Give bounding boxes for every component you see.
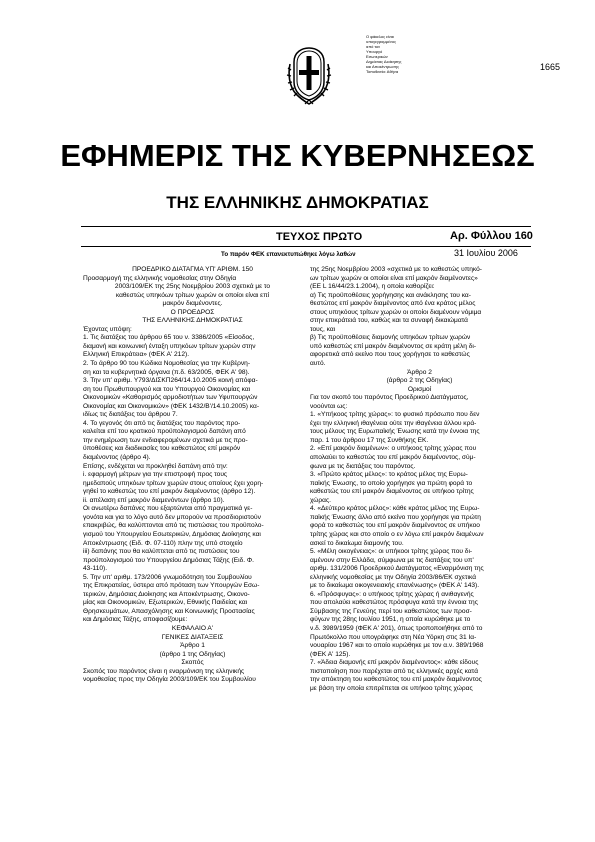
text-line: παϊκής Ένωσης, το οποίο χορήγησε για πρώτη φορά το — [310, 479, 473, 487]
text-line: ιδίως τις διατάξεις του άρθρου 7. — [83, 411, 178, 419]
text-line: Για τον σκοπό του παρόντος Προεδρικού Διατάγματος, — [310, 394, 469, 402]
text-line: Άρθρο 2 — [407, 368, 432, 376]
text-line: με βάση την οποία επιτρέπεται σε υπήκοο τρίτης χώρας — [310, 684, 473, 692]
gazette-subtitle: ΤΗΣ ΕΛΛΗΝΙΚΗΣ ΔΗΜΟΚΡΑΤΙΑΣ — [166, 193, 429, 212]
text-line: με το δικαίωμα οικογενειακής επανένωσης» (ΦΕΚ Α' 143). — [310, 582, 480, 590]
text-line: διαμένοντος (άρθρο 4). — [83, 454, 151, 462]
text-line: έχει την ελληνική ιθαγένεια ούτε την ιθαγένεια άλλου κρά- — [310, 419, 477, 427]
text-line: τερικών, Δημόσιας Διοίκησης και Αποκέντρωσης, Οικονο- — [83, 590, 250, 598]
text-line: iii) δαπάνης που θα καλύπτεται από τις πιστώσεις του — [83, 548, 240, 556]
text-line: γονότα και για το λόγο αυτό δεν μπορούν να προσδιοριστούν — [83, 513, 261, 521]
text-line: ασκεί το δικαίωμα διαμονής του. — [310, 539, 404, 547]
text-line: Αποκέντρωσης (Ειδ. Φ. 07-110) πλην της υπό στοιχείο — [83, 539, 243, 547]
text-line: την απόκτηση του καθεστώτος του επί μακρόν διαμένοντος — [310, 676, 482, 684]
issue-date: 31 Ιουλίου 2006 — [454, 248, 518, 258]
text-line: παϊκής Ένωσης άλλο από εκείνο που χορήγησε για πρώτη — [310, 513, 481, 521]
text-line: 2. Το άρθρο 90 του Κώδικα Νομοθεσίας για την Κυβέρνη- — [83, 360, 251, 368]
text-line: αμένουν στην Ελλάδα, σύμφωνα με τις διατάξεις του υπ' — [310, 556, 474, 564]
text-line: νομοθεσίας προς την Οδηγία 2003/109/ΕΚ του Συμβουλίου — [83, 676, 256, 684]
issue-label: ΤΕΥΧΟΣ ΠΡΩΤΟ — [276, 231, 363, 243]
text-line: προϋπολογισμού του Υπουργείου Δημόσιας Τάξης (Ειδ. Φ. — [83, 556, 254, 564]
sheet-number: Αρ. Φύλλου 160 — [450, 230, 533, 242]
text-line: 5. «Μέλη οικογένειας»: οι υπήκοοι τρίτης χώρας που δι- — [310, 548, 473, 556]
header-rule-bottom — [81, 246, 531, 247]
left-text-column — [83, 266, 302, 685]
page-number: 1665 — [540, 62, 561, 72]
seal-line: υπογεγραμμένος — [366, 39, 397, 44]
text-line: καθεστώς του επί μακρόν διαμένοντος σε υπήκοο τρίτης — [310, 488, 474, 496]
seal-line: Δημόσιας Διοίκησης — [366, 59, 402, 64]
text-line: ση του Πρωθυπουργού και του Υπουργού Οικονομίας και — [83, 385, 251, 393]
text-line: Έχοντας υπόψη: — [83, 325, 132, 333]
text-line: της Επικρατείας, ύστερα από πρόταση των Υπουργών Εσω- — [83, 582, 260, 590]
text-line: αυτό. — [310, 360, 326, 368]
text-line: Ελληνική Επικράτεια» (ΦΕΚ Α' 212). — [83, 351, 190, 359]
text-line: ii. απέλαση επί μακρόν διαμενόντων (άρθρο 10). — [83, 496, 225, 504]
text-line: 1. «Υπήκοος τρίτης χώρας»: το φυσικό πρόσωπο που δεν — [310, 411, 480, 419]
text-line: τους, και — [310, 325, 336, 333]
text-line: (ΕΕ L 16/44/23.1.2004), η οποία καθορίζει: — [310, 283, 435, 291]
text-line: παρ. 1 του άρθρου 17 της Συνθήκης ΕΚ. — [310, 436, 429, 444]
text-line: (ΦΕΚ Α' 125). — [310, 650, 351, 658]
text-line: Άρθρο 1 — [180, 642, 205, 650]
text-line: στην επικράτειά του, καθώς και τα συναφή δικαιώματά — [310, 317, 468, 325]
seal-line: Τοποθεσία: Αθήνα — [366, 69, 399, 74]
text-line: 4. «Δεύτερο κράτος μέλος»: κάθε κράτος μέλος της Ευρω- — [310, 505, 480, 513]
text-line: Προσαρμογή της ελληνικής νομοθεσίας στην Οδηγία — [83, 274, 237, 282]
reprint-note: Το παρόν ΦΕΚ επανεκτυπώθηκε λόγω λαθών — [221, 251, 356, 258]
text-line: χώρας. — [310, 496, 332, 504]
text-line: 3. «Πρώτο κράτος μέλος»: το κράτος μέλος της Ευρω- — [310, 471, 468, 479]
text-line: 2003/109/ΕΚ της 25ης Νοεμβρίου 2003 σχετικά με το — [114, 283, 271, 291]
text-line: Σκοπός — [181, 659, 204, 667]
text-line: Οικονομίας και Οικονομικών» (ΦΕΚ 1432/Β'/14.10.2005) κα- — [83, 402, 260, 410]
text-line: ΓΕΝΙΚΕΣ ΔΙΑΤΑΞΕΙΣ — [161, 633, 224, 641]
text-line: της 25ης Νοεμβρίου 2003 «σχετικά με το καθεστώς υπηκό- — [310, 266, 482, 273]
text-line: Πρωτόκολλο που υπογράφηκε στη Νέα Υόρκη στις 31 Ια- — [310, 633, 477, 641]
text-line: 7. «Άδεια διαμονής επί μακρόν διαμένοντος»: κάθε είδους — [310, 659, 479, 667]
text-line: απολαύει το καθεστώς του επί μακρόν διαμένοντος, σύμ- — [310, 454, 476, 462]
text-line: ημεδαπούς υπηκόων τρίτων χωρών στους οποίους έχει χορη- — [83, 479, 264, 487]
text-line: 2. «Επί μακρόν διαμένων»: ο υπήκοος τρίτης χώρας που — [310, 445, 477, 453]
text-line: τους μέλους της Ευρωπαϊκής Ένωσης κατά την έννοια της — [310, 428, 480, 436]
text-line: μακρόν διαμένοντες. — [162, 300, 223, 308]
gazette-title: ΕΦΗΜΕΡΙΣ ΤΗΣ ΚΥΒΕΡΝΗΣΕΩΣ — [60, 138, 535, 173]
text-line: β) Τις προϋποθέσεις διαμονής υπηκόων τρίτων χωρών — [310, 334, 471, 342]
text-line: i. εφαρμογή μέτρων για την επιστροφή προς τους — [83, 471, 228, 479]
seal-line: και Αποκέντρωσης — [366, 64, 400, 69]
text-line: ΠΡΟΕΔΡΙΚΟ ΔΙΑΤΑΓΜΑ ΥΠ' ΑΡΙΘΜ. 150 — [132, 266, 253, 273]
digital-signature-seal-text — [366, 34, 446, 74]
text-line: Σκοπός του παρόντος είναι η εναρμόνιση της ελληνικής — [83, 667, 245, 675]
right-text-column — [310, 266, 529, 693]
text-line: την ενημέρωση των ενδιαφερομένων σχετικά με τις προ- — [83, 436, 248, 444]
text-line: φορά το καθεστώς του επί μακρόν διαμένοντος σε υπήκοο — [310, 522, 480, 530]
text-line: και Δημόσιας Τάξης, αποφασίζουμε: — [83, 616, 188, 624]
text-line: διαμονή και κοινωνική ένταξη υπηκόων τρίτων χωρών στην — [83, 342, 256, 350]
text-line: μίας και Οικονομικών, Εξωτερικών, Εθνικής Παιδείας και — [83, 599, 248, 607]
text-line: 4. Το γεγονός ότι από τις διατάξεις του παρόντος προ- — [83, 419, 241, 427]
text-line: καλείται επί του κρατικού προϋπολογισμού δαπάνη από — [83, 428, 246, 436]
text-line: καθεστώς υπηκόων τρίτων χωρών οι οποίοι είναι επί — [115, 291, 270, 299]
text-line: αφορετικά από εκείνο που τους χορήγησε το καθεστώς — [310, 351, 470, 359]
text-line: 43-110). — [83, 565, 108, 573]
text-line: ελληνικής νομοθεσίας με την Οδηγία 2003/86/ΕΚ σχετικά — [310, 573, 477, 581]
text-line: (άρθρο 1 της Οδηγίας) — [159, 650, 226, 658]
text-line: αριθμ. 131/2006 Προεδρικού Διατάγματος «Εναρμόνιση της — [310, 565, 484, 573]
header-rule-top — [81, 226, 531, 227]
text-line: Οικονομικών «Καθορισμός αρμοδιοτήτων των Υφυπουργών — [83, 394, 258, 402]
hellenic-republic-coat-of-arms-icon — [286, 42, 332, 108]
text-line: 6. «Πρόσφυγας»: ο υπήκοος τρίτης χώρας ή ανιθαγενής — [310, 590, 474, 598]
text-line: Ο ΠΡΟΕΔΡΟΣ — [170, 308, 215, 316]
seal-line: Ο φάκελος είναι — [366, 34, 394, 39]
text-line: 5. Την υπ' αριθμ. 173/2006 γνωμοδότηση του Συμβουλίου — [83, 573, 252, 581]
text-line: θεστώτος επί μακρόν διαμένοντος από ένα κράτος μέλος — [310, 300, 476, 308]
text-line: Θρησκευμάτων, Απασχόλησης και Κοινωνικής Προστασίας — [83, 607, 255, 615]
text-line: πιστοποίηση που παρέχεται από τις ελληνικές αρχές κατά — [310, 667, 479, 675]
text-line: ν.δ. 3989/1959 (ΦΕΚ Α' 201), όπως τροποποιήθηκε από το — [310, 624, 483, 632]
text-line: γηθεί το καθεστώς του επί μακρόν διαμένοντος (άρθρο 12). — [83, 488, 256, 496]
text-line: νουαρίου 1967 και το οποίο κυρώθηκε με τον α.ν. 389/1968 — [310, 642, 484, 650]
text-line: α) Τις προϋποθέσεις χορήγησης και ανάκλησης του κα- — [310, 291, 471, 299]
text-line: 3. Την υπ' αριθμ. Υ793/ΔΙΣΚΠ264/14.10.2005 κοινή απόφα- — [83, 377, 258, 385]
text-line: γισμού του Υπουργείου Εσωτερικών, Δημόσιας Διοίκησης και — [83, 530, 261, 538]
seal-line: από τον — [366, 44, 381, 49]
text-line: ων τρίτων χωρών οι οποίοι είναι επί μακρόν διαμένοντες» — [310, 274, 478, 282]
seal-line: Υπουργό — [366, 49, 383, 54]
text-line: 1. Τις διατάξεις του άρθρου 65 του ν. 3386/2005 «Είσοδος, — [83, 334, 255, 342]
text-line: Σύμβασης της Γενεύης περί του καθεστώτος των προσ- — [310, 607, 472, 615]
text-line: νοούνται ως: — [310, 402, 348, 410]
text-line: (άρθρο 2 της Οδηγίας) — [386, 377, 453, 385]
text-line: φύγων της 28ης Ιουλίου 1951, η οποία κυρώθηκε με το — [310, 616, 471, 624]
text-line: ση και τα κυβερνητικά όργανα (π.δ. 63/2005, ΦΕΚ Α' 98). — [83, 368, 250, 376]
text-line: Οι ανωτέρω δαπάνες που εξαρτώνται από πραγματικά γε- — [83, 505, 253, 513]
text-line: επακριβώς, θα καλύπτονται από τις πιστώσεις του προϋπολο- — [83, 522, 264, 530]
text-line: φωνα με τις διατάξεις του παρόντος. — [310, 462, 416, 470]
text-line: που απολαύει καθεστώτος πρόσφυγα κατά την έννοια της — [310, 599, 478, 607]
text-line: ΤΗΣ ΕΛΛΗΝΙΚΗΣ ΔΗΜΟΚΡΑΤΙΑΣ — [142, 317, 243, 325]
text-line: τρίτης χώρας και στο οποίο ο εν λόγω επί μακρόν διαμένων — [310, 530, 484, 538]
text-line: υπό καθεστώς επί μακρόν διαμένοντος σε κράτη μέλη δι- — [310, 342, 477, 350]
text-line: στους υπηκόους τρίτων χωρών οι οποίοι διαμένουν νόμιμα — [310, 308, 482, 316]
text-line: Ορισμοί — [407, 385, 432, 393]
seal-line: Εσωτερικών — [366, 54, 388, 59]
text-line: ΚΕΦΑΛΑΙΟ Α' — [171, 624, 214, 632]
text-line: ϋποθέσεις και διαδικασίες του καθεστώτος επί μακρόν — [83, 445, 241, 453]
text-line: Επίσης, ενδέχεται να προκληθεί δαπάνη από την: — [83, 462, 228, 470]
